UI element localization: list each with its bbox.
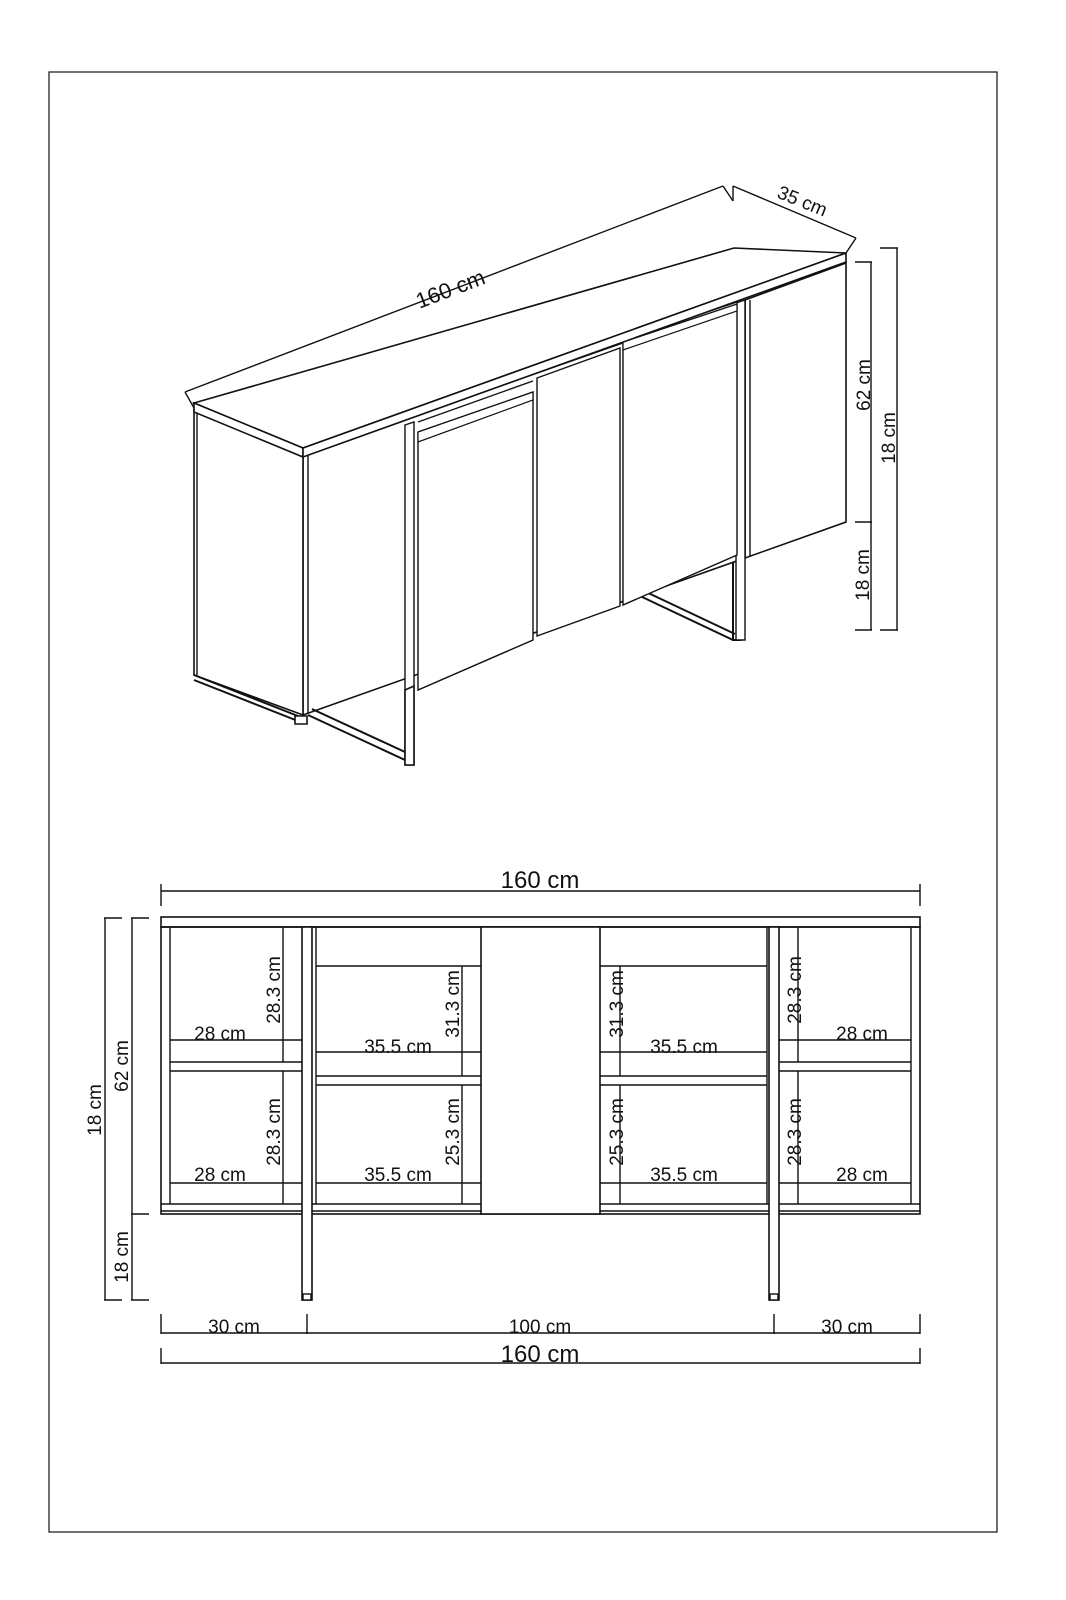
center-left-lower-height-label: 25.3 cm bbox=[443, 1098, 464, 1166]
sheet-border bbox=[49, 72, 997, 1532]
right-lower-height-label: 28.3 cm bbox=[785, 1098, 806, 1166]
iso-total-height-label: 62 cm bbox=[854, 359, 875, 411]
right-upper-height-label: 28.3 cm bbox=[785, 956, 806, 1024]
iso-left-side bbox=[194, 410, 303, 715]
front-top-width-label: 160 cm bbox=[500, 867, 580, 894]
iso-body-height-label: 18 cm bbox=[879, 412, 900, 464]
left-upper-height-label: 28.3 cm bbox=[264, 956, 285, 1024]
iso-right-side bbox=[745, 263, 846, 558]
iso-depth-dimension bbox=[733, 182, 856, 253]
front-bottom-width-label: 160 cm bbox=[500, 1341, 580, 1368]
center-right-upper-width-label: 35.5 cm bbox=[650, 1037, 718, 1058]
front-top-width-dimension bbox=[161, 867, 920, 906]
front-bottom-width-dimension bbox=[161, 1341, 920, 1368]
center-left-upper-height-label: 31.3 cm bbox=[443, 970, 464, 1038]
front-right-leg bbox=[769, 927, 779, 1300]
front-outer-height-label: 18 cm bbox=[85, 1084, 106, 1136]
iso-right-door bbox=[623, 302, 737, 605]
center-left-lower-width-label: 35.5 cm bbox=[364, 1165, 432, 1186]
left-upper-width-label: 28 cm bbox=[194, 1024, 246, 1045]
front-segment-dimensions bbox=[161, 1314, 920, 1338]
isometric-view bbox=[185, 182, 900, 765]
left-segment-label: 30 cm bbox=[208, 1317, 260, 1338]
right-segment-label: 30 cm bbox=[821, 1317, 873, 1338]
front-view bbox=[85, 867, 920, 1368]
left-lower-height-label: 28.3 cm bbox=[264, 1098, 285, 1166]
front-top-slab bbox=[161, 917, 920, 927]
iso-middle-panel bbox=[537, 348, 620, 636]
right-lower-width-label: 28 cm bbox=[836, 1165, 888, 1186]
center-right-lower-height-label: 25.3 cm bbox=[607, 1098, 628, 1166]
iso-depth-label: 35 cm bbox=[774, 182, 830, 222]
front-center-panel bbox=[481, 927, 600, 1214]
center-right-upper-height-label: 31.3 cm bbox=[607, 970, 628, 1038]
center-left-upper-width-label: 35.5 cm bbox=[364, 1037, 432, 1058]
front-leg-height-label: 18 cm bbox=[112, 1231, 133, 1283]
iso-width-label: 160 cm bbox=[412, 264, 489, 314]
iso-leg-height-label: 18 cm bbox=[853, 549, 874, 601]
center-right-lower-width-label: 35.5 cm bbox=[650, 1165, 718, 1186]
front-height-dimensions bbox=[85, 918, 149, 1300]
middle-segment-label: 100 cm bbox=[508, 1317, 572, 1338]
left-lower-width-label: 28 cm bbox=[194, 1165, 246, 1186]
front-total-height-label: 62 cm bbox=[112, 1040, 133, 1092]
iso-height-dimensions bbox=[853, 248, 900, 630]
right-upper-width-label: 28 cm bbox=[836, 1024, 888, 1045]
front-left-leg bbox=[302, 927, 312, 1300]
iso-left-door bbox=[418, 392, 533, 690]
